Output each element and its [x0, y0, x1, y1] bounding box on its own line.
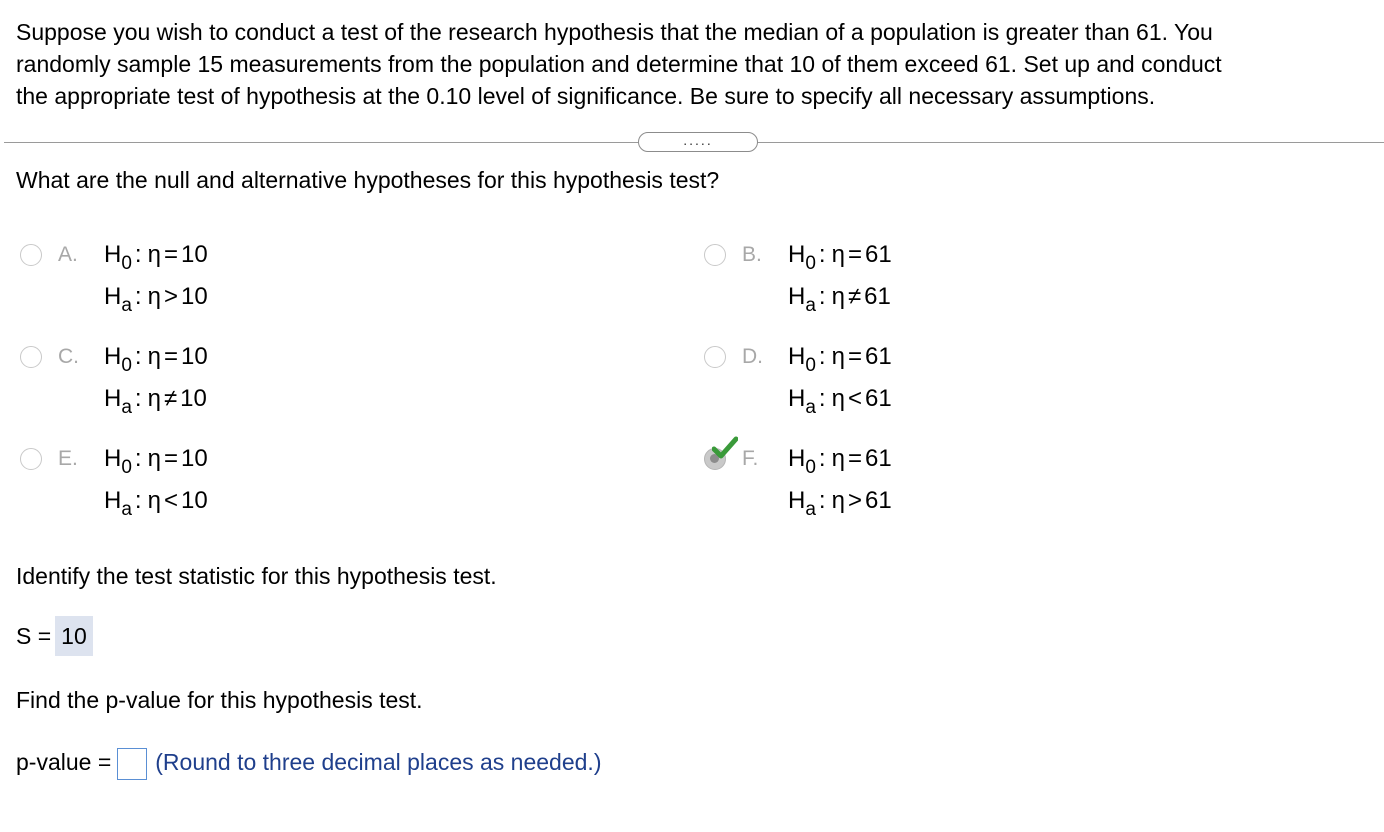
choice-d[interactable] — [704, 343, 1124, 427]
operator: ≠ — [163, 385, 178, 412]
radio-button[interactable] — [704, 244, 726, 266]
operator: = — [847, 445, 862, 472]
eta-symbol: η — [831, 445, 845, 472]
hypothesis-value: 10 — [180, 487, 208, 514]
checkmark-icon — [712, 436, 738, 460]
hypothesis-value: 61 — [864, 343, 892, 370]
subscript: a — [805, 499, 816, 520]
choice-letter: E. — [58, 447, 78, 470]
eta-symbol: η — [831, 487, 845, 514]
question-test-statistic: Identify the test statistic for this hypothesis test. — [16, 563, 497, 589]
h-symbol: H — [788, 445, 806, 472]
rounding-hint: (Round to three decimal places as needed.) — [155, 749, 602, 775]
h-symbol: H — [104, 445, 122, 472]
eta-symbol: η — [147, 343, 161, 370]
subscript: a — [121, 295, 132, 316]
choice-a[interactable] — [20, 241, 440, 325]
statistic-label: S = — [16, 623, 52, 649]
h-symbol: H — [788, 487, 806, 514]
alternative-hypothesis — [104, 385, 207, 418]
problem-line-1: Suppose you wish to conduct a test of the research hypothesis that the median of a population is greater than 61. You — [16, 19, 1213, 45]
choice-f[interactable] — [704, 445, 1124, 529]
problem-line-2: randomly sample 15 measurements from the population and determine that 10 of them exceed 61. Set up and conduct — [16, 51, 1222, 77]
p-value-input[interactable] — [117, 748, 147, 780]
colon: : — [134, 343, 142, 370]
operator: > — [847, 487, 862, 514]
eta-symbol: η — [147, 283, 161, 310]
choice-e[interactable] — [20, 445, 440, 529]
p-value-row — [16, 744, 601, 780]
colon: : — [134, 487, 142, 514]
choice-letter: F. — [742, 447, 759, 470]
operator: < — [163, 487, 178, 514]
subscript: a — [805, 397, 816, 418]
hypothesis-value: 61 — [864, 385, 892, 412]
null-hypothesis — [104, 241, 208, 274]
null-hypothesis — [788, 445, 892, 478]
alternative-hypothesis — [104, 283, 208, 316]
null-hypothesis — [788, 241, 892, 274]
radio-button[interactable] — [20, 448, 42, 470]
subscript: 0 — [805, 457, 816, 478]
hypothesis-value: 10 — [180, 385, 207, 412]
expand-toggle-button[interactable]: ..... — [638, 132, 758, 152]
statistic-value: 10 — [55, 616, 93, 656]
subscript: 0 — [805, 355, 816, 376]
choice-letter: D. — [742, 345, 763, 368]
operator: = — [847, 241, 862, 268]
operator: ≠ — [847, 283, 862, 310]
colon: : — [818, 241, 826, 268]
operator: < — [847, 385, 862, 412]
radio-button[interactable] — [20, 346, 42, 368]
h-symbol: H — [788, 283, 806, 310]
test-statistic-row — [16, 616, 93, 656]
problem-statement — [16, 16, 1380, 112]
radio-button[interactable] — [704, 346, 726, 368]
eta-symbol: η — [147, 445, 161, 472]
alternative-hypothesis — [104, 487, 208, 520]
subscript: a — [805, 295, 816, 316]
subscript: 0 — [805, 253, 816, 274]
null-hypothesis — [788, 343, 892, 376]
subscript: a — [121, 397, 132, 418]
h-symbol: H — [104, 283, 122, 310]
subscript: 0 — [121, 253, 132, 274]
hypothesis-value: 10 — [180, 283, 208, 310]
radio-button[interactable] — [20, 244, 42, 266]
eta-symbol: η — [147, 487, 161, 514]
operator: = — [163, 343, 178, 370]
choice-c[interactable] — [20, 343, 440, 427]
h-symbol: H — [788, 241, 806, 268]
choice-letter: B. — [742, 243, 762, 266]
hypothesis-value: 10 — [180, 343, 208, 370]
colon: : — [134, 241, 142, 268]
operator: = — [163, 445, 178, 472]
operator: = — [847, 343, 862, 370]
choice-b[interactable] — [704, 241, 1124, 325]
subscript: 0 — [121, 457, 132, 478]
problem-line-3: the appropriate test of hypothesis at the 0.10 level of significance. Be sure to specify all necessary assumptions. — [16, 83, 1156, 109]
colon: : — [134, 445, 142, 472]
colon: : — [818, 445, 826, 472]
eta-symbol: η — [831, 385, 845, 412]
eta-symbol: η — [831, 283, 845, 310]
alternative-hypothesis — [788, 385, 892, 418]
h-symbol: H — [104, 241, 122, 268]
eta-symbol: η — [147, 241, 161, 268]
subscript: a — [121, 499, 132, 520]
h-symbol: H — [788, 385, 806, 412]
hypothesis-value: 61 — [864, 445, 892, 472]
choice-letter: A. — [58, 243, 78, 266]
alternative-hypothesis — [788, 487, 892, 520]
p-value-label: p-value = — [16, 749, 112, 775]
h-symbol: H — [104, 343, 122, 370]
h-symbol: H — [104, 385, 122, 412]
question-hypotheses: What are the null and alternative hypotheses for this hypothesis test? — [16, 167, 720, 193]
operator: > — [163, 283, 178, 310]
hypothesis-value: 61 — [864, 241, 892, 268]
question-p-value: Find the p-value for this hypothesis test. — [16, 687, 423, 713]
operator: = — [163, 241, 178, 268]
eta-symbol: η — [831, 241, 845, 268]
colon: : — [818, 385, 826, 412]
hypothesis-value: 10 — [180, 445, 208, 472]
subscript: 0 — [121, 355, 132, 376]
h-symbol: H — [104, 487, 122, 514]
colon: : — [818, 343, 826, 370]
null-hypothesis — [104, 445, 208, 478]
hypothesis-value: 61 — [864, 487, 892, 514]
choice-letter: C. — [58, 345, 79, 368]
colon: : — [818, 283, 826, 310]
colon: : — [134, 283, 142, 310]
eta-symbol: η — [831, 343, 845, 370]
colon: : — [818, 487, 826, 514]
alternative-hypothesis — [788, 283, 891, 316]
eta-symbol: η — [147, 385, 161, 412]
h-symbol: H — [788, 343, 806, 370]
hypothesis-value: 10 — [180, 241, 208, 268]
colon: : — [134, 385, 142, 412]
hypothesis-value: 61 — [864, 283, 891, 310]
null-hypothesis — [104, 343, 208, 376]
